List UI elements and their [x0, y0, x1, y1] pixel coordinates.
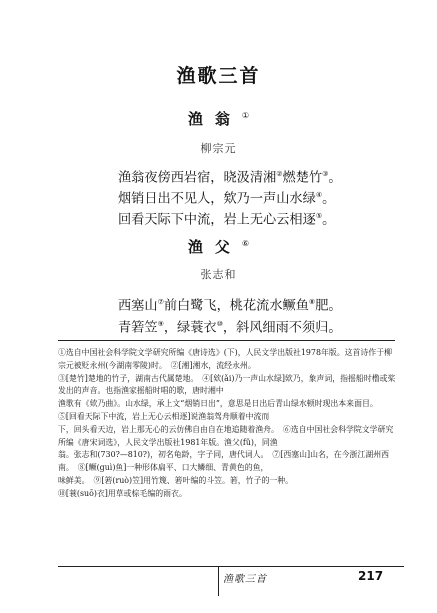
footnote-mark[interactable]: ⑩	[216, 320, 223, 328]
verse-text: 烟销日出不见人，欸乃一声山水绿	[118, 191, 316, 207]
verse-text: 回看天际下中流，岩上无心云相逐	[118, 212, 316, 228]
verse-text: 肥。	[315, 298, 342, 314]
page-footer	[0, 566, 437, 596]
verse-text: ，斜风细雨不须归。	[222, 320, 342, 336]
footnote-line: 翁。张志和(730?—810?)，初名龟龄，字子同，唐代词人。 ⑦[西塞山]山名，在今浙江湖州西南。 ⑧[鳜(guì)鱼]一种形体扁平、口大鳞细、青黄色的鱼，	[58, 450, 390, 473]
poem-line	[118, 210, 418, 226]
verse-text: 渔翁夜傍西岩宿，晓汲清湘	[118, 170, 277, 186]
verse-text: 燃楚竹	[282, 170, 323, 186]
footnote-line: ①选自中国社会科学院文学研究所编《唐诗选》(下)，人民文学出版社1978年版。这首诗作于柳宗元被贬永州(今湖南零陵)时。 ②[湘]湘水，流经永州。	[58, 348, 392, 370]
footnote-line: 味鲜美。 ⑨[箬(ruò)笠]用竹篾、箬叶编的斗笠。箬，竹子的一种。	[58, 475, 294, 485]
poem-title-text: 渔翁	[187, 110, 242, 128]
footnote-mark[interactable]: ④	[315, 191, 323, 199]
verse-text: 。	[328, 170, 342, 186]
poem-line	[118, 189, 418, 205]
footnote-line: 下，回头看天边，岩上那无心的云仿佛自由自在地追随着渔舟。 ⑥选自中国社会科学院文学研究所编《唐宋词选》，人民文学出版社1981年版。渔父(fǔ)，同渔	[58, 424, 394, 447]
footnote-mark[interactable]: ②	[276, 170, 283, 178]
running-title: 渔歌三首	[223, 574, 267, 585]
footnote-mark[interactable]: ⑥	[241, 239, 250, 248]
footer-rule	[58, 566, 404, 567]
footnote-line: ③[楚竹]楚地的竹子，湖南古代属楚地。 ④[欸(ǎi)乃一声山水绿]欸乃，象声词，指摇船时橹或桨发出的声音。也指渔家摇船时唱的歌，唐时湘中	[58, 373, 396, 396]
footnote-line: 渔歌有《欸乃曲》。山水绿，承上文“烟销日出”，意思是日出后青山绿水顿时现出本来面目。 ⑤[回看天际下中流，岩上无心云相逐]说渔翁驾舟顺着中流而	[58, 399, 382, 421]
poem-title-text: 渔父	[187, 238, 242, 256]
poem-line	[118, 168, 418, 184]
verse-text: 前白鹭飞，桃花流水鳜鱼	[163, 298, 309, 314]
footnote-mark[interactable]: ⑦	[157, 298, 164, 306]
verse-text: 。	[322, 212, 336, 228]
page-number: 217	[358, 569, 384, 583]
poem-author: 张志和	[200, 268, 237, 281]
poem-title-yufu	[0, 236, 437, 257]
footnote-mark[interactable]: ③	[322, 170, 329, 178]
verse-text: 西塞山	[118, 298, 158, 314]
page-title: 渔歌三首	[176, 65, 261, 87]
footnote-line: ⑩[蓑(suō)衣]用草或棕毛编的雨衣。	[58, 488, 187, 498]
footnotes	[58, 347, 398, 501]
footer-divider	[218, 566, 219, 596]
poem-line	[118, 318, 418, 334]
poem-author: 柳宗元	[200, 142, 237, 155]
verse-text: 。	[322, 191, 336, 207]
verse-text: 青箬笠	[118, 320, 158, 336]
footnote-mark[interactable]: ⑨	[157, 320, 164, 328]
footnote-mark[interactable]: ⑤	[315, 212, 323, 220]
poem-line	[118, 296, 418, 312]
footnote-divider	[58, 340, 395, 341]
poem-title-yuweng	[0, 108, 437, 129]
verse-text: ，绿蓑衣	[163, 320, 217, 336]
footnote-mark[interactable]: ⑧	[308, 298, 316, 306]
footnote-mark[interactable]: ①	[241, 111, 250, 120]
